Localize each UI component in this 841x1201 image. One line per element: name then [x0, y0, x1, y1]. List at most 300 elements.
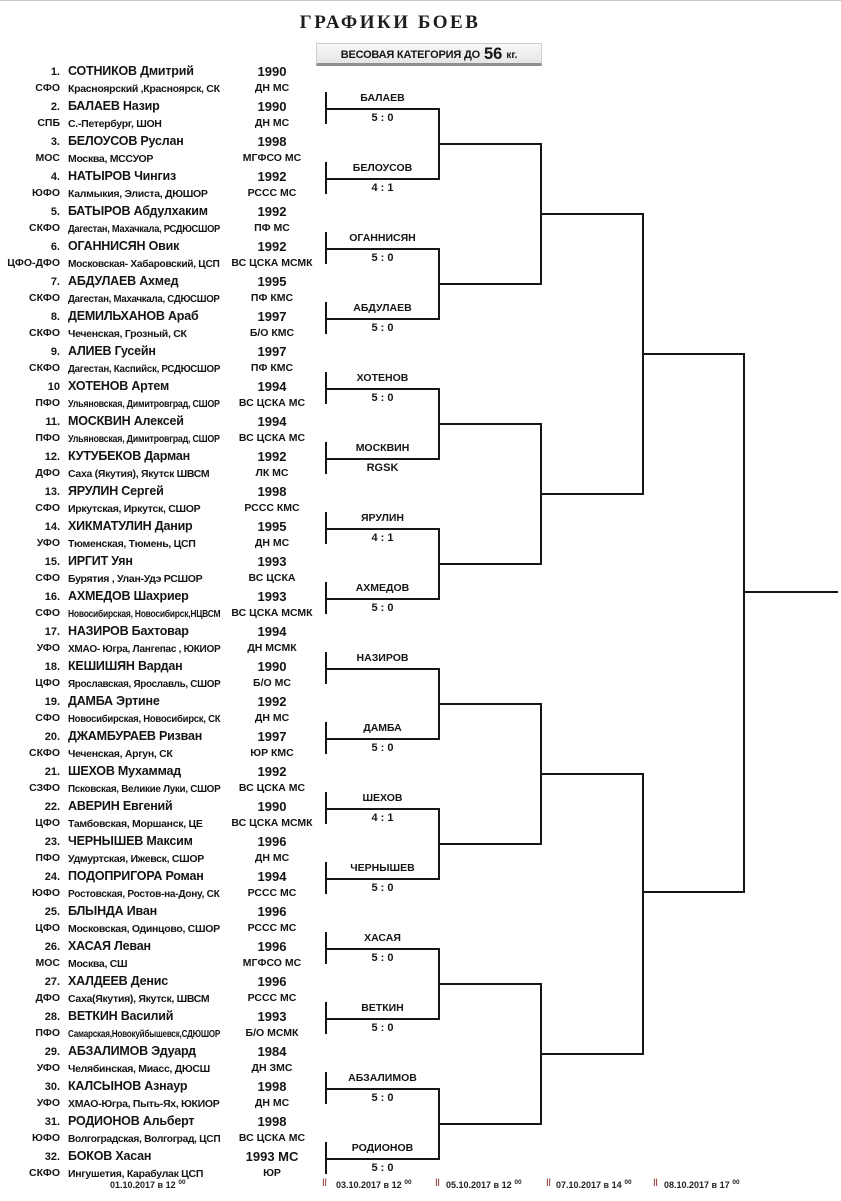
entry-club: Московская- Хабаровский, ЦСП — [68, 258, 220, 270]
entry-number: 15. — [44, 556, 60, 568]
date-separator: ‖ — [322, 1178, 327, 1189]
entry-rank: ВС ЦСКА МСМК — [231, 817, 313, 829]
entry-row — [0, 450, 326, 485]
entry-region: СКФО — [29, 327, 60, 339]
entry-number: 24. — [44, 871, 60, 883]
entry-rank: ВС ЦСКА — [248, 572, 296, 584]
quarterfinal-result-line — [542, 213, 644, 215]
entry-name: АЛИЕВ Гусейн — [68, 344, 156, 358]
entry-rank: Б/О МСМК — [245, 1027, 299, 1039]
round1-score-label: 5 : 0 — [371, 252, 394, 264]
entry-name: БАЛАЕВ Назир — [68, 99, 160, 113]
entry-region: ЦФО — [35, 922, 60, 934]
entry-name: БОКОВ Хасан — [68, 1149, 152, 1163]
entry-row — [0, 660, 326, 695]
entry-row — [0, 590, 326, 625]
entry-year: 1995 — [257, 274, 287, 289]
round1-winner-label: ШЕХОВ — [362, 792, 403, 804]
entry-rank: РССС МС — [247, 992, 297, 1004]
entry-year: 1992 — [257, 694, 287, 709]
entry-region: ЦФО-ДФО — [7, 257, 60, 269]
entry-row — [0, 555, 326, 590]
semifinal-pair-connector — [743, 353, 745, 893]
entry-row — [0, 275, 326, 310]
entry-number: 30. — [44, 1081, 60, 1093]
entry-rank: Б/О КМС — [249, 327, 295, 339]
entry-number: 22. — [44, 801, 60, 813]
round1-score-label: 5 : 0 — [371, 1092, 394, 1104]
entry-number: 25. — [44, 906, 60, 918]
entry-name: ХАЛДЕЕВ Денис — [68, 974, 168, 988]
entry-region: ПФО — [35, 397, 60, 409]
entry-number: 27. — [44, 976, 60, 988]
entry-rank: МГФСО МС — [242, 957, 302, 969]
round1-score-label: 5 : 0 — [371, 742, 394, 754]
entry-row — [0, 625, 326, 660]
fight-date: 05.10.2017 в 12 $^{00}$ — [446, 1179, 522, 1190]
entry-region: СФО — [35, 502, 60, 514]
entry-rank: Б/О МС — [253, 677, 291, 689]
quarterfinal-result-line — [542, 773, 644, 775]
entry-year: 1995 — [257, 519, 287, 534]
entry-region: СФО — [35, 572, 60, 584]
round1-result-line — [326, 598, 440, 600]
entry-club: Дагестан, Каспийск, РСДЮСШОР — [68, 363, 221, 375]
round1-result-line — [326, 178, 440, 180]
round1-winner-label: ОГАННИСЯН — [349, 232, 416, 244]
round1-score-label: 5 : 0 — [371, 1162, 394, 1174]
entry-year: 1990 — [257, 799, 287, 814]
entry-club: Калмыкия, Элиста, ДЮШОР — [68, 188, 208, 200]
entry-club: Саха (Якутия), Якутск ШВСМ — [68, 468, 210, 480]
entry-number: 8. — [50, 311, 60, 323]
entry-region: СКФО — [29, 362, 60, 374]
entry-region: СПБ — [37, 117, 60, 129]
entry-rank: ДН МС — [254, 712, 290, 724]
round1-winner-label: НАЗИРОВ — [356, 652, 409, 664]
entry-row — [0, 1080, 326, 1115]
entry-name: АБДУЛАЕВ Ахмед — [68, 274, 179, 288]
entry-region: СФО — [35, 82, 60, 94]
entry-region: СФО — [35, 712, 60, 724]
entry-row — [0, 730, 326, 765]
semifinal-result-line — [644, 891, 745, 893]
entry-region: УФО — [36, 642, 60, 654]
entry-number: 1. — [50, 66, 60, 78]
entry-rank: РССС МС — [247, 887, 297, 899]
entry-rank: ЮР — [263, 1167, 281, 1179]
entry-rank: МГФСО МС — [242, 152, 302, 164]
entry-club: С.-Петербург, ШОН — [68, 118, 162, 130]
entry-number: 7. — [50, 276, 60, 288]
entry-row — [0, 1045, 326, 1080]
entry-name: АБЗАЛИМОВ Эдуард — [68, 1044, 196, 1058]
entry-number: 14. — [44, 521, 60, 533]
entry-number: 4. — [50, 171, 60, 183]
entry-row — [0, 415, 326, 450]
entry-club: Волгоградская, Волгоград, ЦСП — [68, 1133, 221, 1145]
round1-score-label: 5 : 0 — [371, 112, 394, 124]
entry-row — [0, 380, 326, 415]
final-result-line — [745, 591, 838, 593]
round2-result-line — [440, 563, 542, 565]
weight-category-value: 56 — [483, 45, 503, 63]
entry-name: СОТНИКОВ Дмитрий — [68, 64, 194, 78]
entry-name: КУТУБЕКОВ Дарман — [68, 449, 191, 463]
entry-region: ДФО — [35, 992, 60, 1004]
entry-row — [0, 310, 326, 345]
entry-name: РОДИОНОВ Альберт — [68, 1114, 195, 1128]
entry-number: 17. — [44, 626, 60, 638]
entry-row — [0, 100, 326, 135]
entry-club: Челябинская, Миасс, ДЮСШ — [68, 1063, 210, 1075]
entry-row — [0, 520, 326, 555]
entry-club: Бурятия , Улан-Удэ РСШОР — [68, 573, 203, 585]
entry-rank: ПФ КМС — [250, 362, 294, 374]
round1-result-line — [326, 248, 440, 250]
entry-number: 32. — [44, 1151, 60, 1163]
round1-result-line — [326, 808, 440, 810]
round1-result-line — [326, 668, 440, 670]
weight-category-label: ВЕСОВАЯ КАТЕГОРИЯ ДО — [340, 49, 480, 61]
entry-name: КЕШИШЯН Вардан — [68, 659, 183, 673]
entry-region: СЗФО — [29, 782, 60, 794]
entry-number: 20. — [44, 731, 60, 743]
entry-name: ИРГИТ Уян — [68, 554, 133, 568]
entry-region: СКФО — [29, 1167, 60, 1179]
entry-rank: ВС ЦСКА МСМК — [231, 607, 313, 619]
round1-score-label: 5 : 0 — [371, 322, 394, 334]
round2-result-line — [440, 983, 542, 985]
entry-rank: ДН МС — [254, 852, 290, 864]
entry-year: 1997 — [257, 344, 287, 359]
fight-date-minutes: 00 — [622, 1179, 632, 1186]
entry-club: Самарская,Новокуйбышевск,СДЮШОР — [68, 1028, 221, 1040]
entry-name: ДЖАМБУРАЕВ Ризван — [68, 729, 203, 743]
entry-name: ХИКМАТУЛИН Данир — [68, 519, 193, 533]
entry-club: Чеченская, Грозный, СК — [68, 328, 187, 340]
round2-result-line — [440, 1123, 542, 1125]
entry-number: 10 — [47, 381, 60, 393]
entry-year: 1996 — [257, 904, 287, 919]
entry-region: ДФО — [35, 467, 60, 479]
entry-club: ХМАО-Югра, Пыть-Ях, ЮКИОР — [68, 1098, 220, 1110]
fight-date: 07.10.2017 в 14 $^{00}$ — [556, 1179, 632, 1190]
entry-club: Саха(Якутия), Якутск, ШВСМ — [68, 993, 210, 1005]
entry-year: 1996 — [257, 939, 287, 954]
entry-number: 31. — [44, 1116, 60, 1128]
entry-number: 21. — [44, 766, 60, 778]
round2-result-line — [440, 703, 542, 705]
page-title: ГРАФИКИ БОЕВ — [299, 12, 481, 33]
entry-year: 1997 — [257, 309, 287, 324]
entry-club: Новосибирская, Новосибирск, СК — [68, 713, 221, 725]
entry-region: СКФО — [29, 222, 60, 234]
entry-name: ДЕМИЛЬХАНОВ Араб — [68, 309, 199, 323]
entry-region: ПФО — [35, 432, 60, 444]
round2-result-line — [440, 143, 542, 145]
entry-name: ОГАННИСЯН Овик — [68, 239, 180, 253]
entry-year: 1994 — [257, 379, 287, 394]
round1-winner-label: ВЕТКИН — [361, 1002, 404, 1014]
entry-rank: ВС ЦСКА МС — [238, 397, 306, 409]
entry-year: 1993 — [257, 554, 287, 569]
entry-name: ДАМБА Эртине — [68, 694, 160, 708]
entry-number: 3. — [50, 136, 60, 148]
entry-number: 16. — [44, 591, 60, 603]
round1-winner-label: ДАМБА — [363, 722, 402, 734]
entry-row — [0, 905, 326, 940]
entry-club: Ульяновская, Димитровград, СШОР — [68, 433, 220, 445]
entry-name: КАЛСЫНОВ Азнаур — [68, 1079, 188, 1093]
entry-year: 1998 — [257, 484, 287, 499]
round1-winner-label: РОДИОНОВ — [351, 1142, 414, 1154]
entry-name: НАЗИРОВ Бахтовар — [68, 624, 189, 638]
entry-year: 1993 — [257, 1009, 287, 1024]
entry-rank: ВС ЦСКА МС — [238, 432, 306, 444]
entry-region: СКФО — [29, 292, 60, 304]
fight-date: 08.10.2017 в 17 $^{00}$ — [664, 1179, 740, 1190]
round1-winner-label: БЕЛОУСОВ — [352, 162, 413, 174]
date-separator: ‖ — [546, 1178, 551, 1189]
round1-score-label: RGSK — [366, 462, 399, 474]
entry-year: 1998 — [257, 134, 287, 149]
round1-result-line — [326, 1158, 440, 1160]
round1-result-line — [326, 108, 440, 110]
round1-result-line — [326, 1018, 440, 1020]
round1-score-label: 5 : 0 — [371, 882, 394, 894]
entry-rank: ЮР КМС — [250, 747, 294, 759]
entry-number: 26. — [44, 941, 60, 953]
entry-year: 1994 — [257, 869, 287, 884]
entry-name: ХАСАЯ Леван — [68, 939, 151, 953]
entry-region: ПФО — [35, 1027, 60, 1039]
entry-row — [0, 940, 326, 975]
entry-region: СФО — [35, 607, 60, 619]
entry-rank: ВС ЦСКА МС — [238, 1132, 306, 1144]
entry-name: БЛЫНДА Иван — [68, 904, 157, 918]
round1-result-line — [326, 388, 440, 390]
entry-number: 18. — [44, 661, 60, 673]
entry-row — [0, 485, 326, 520]
entry-club: Иркутская, Иркутск, СШОР — [68, 503, 201, 515]
entry-region: УФО — [36, 537, 60, 549]
entry-year: 1994 — [257, 414, 287, 429]
entry-number: 9. — [50, 346, 60, 358]
entry-region: ЦФО — [35, 677, 60, 689]
entry-name: ПОДОПРИГОРА Роман — [68, 869, 204, 883]
entry-row — [0, 1010, 326, 1045]
entry-club: Тамбовская, Моршанск, ЦЕ — [68, 818, 203, 830]
date-separator: ‖ — [435, 1178, 440, 1189]
entry-rank: ПФ МС — [254, 222, 290, 234]
fight-date-minutes: 00 — [176, 1179, 186, 1186]
entry-club: Москва, МССУОР — [68, 153, 154, 165]
entry-name: АВЕРИН Евгений — [68, 799, 173, 813]
entry-year: 1990 — [257, 99, 287, 114]
entry-year: 1997 — [257, 729, 287, 744]
round1-result-line — [326, 318, 440, 320]
semifinal-result-line — [644, 353, 745, 355]
entry-row — [0, 135, 326, 170]
entry-rank: ВС ЦСКА МС — [238, 782, 306, 794]
entry-number: 13. — [44, 486, 60, 498]
fight-date-minutes: 00 — [512, 1179, 522, 1186]
entry-name: АХМЕДОВ Шахриер — [68, 589, 189, 603]
entry-rank: ЛК МС — [255, 467, 289, 479]
entry-name: ШЕХОВ Мухаммад — [68, 764, 181, 778]
round1-winner-label: АБДУЛАЕВ — [353, 302, 412, 314]
entry-year: 1990 — [257, 64, 287, 79]
entry-year: 1992 — [257, 239, 287, 254]
round1-score-label: 4 : 1 — [371, 182, 394, 194]
round2-result-line — [440, 283, 542, 285]
entry-name: НАТЫРОВ Чингиз — [68, 169, 177, 183]
round1-result-line — [326, 738, 440, 740]
entry-club: Тюменская, Тюмень, ЦСП — [68, 538, 196, 550]
entry-name: ВЕТКИН Василий — [68, 1009, 174, 1023]
entry-year: 1996 — [257, 834, 287, 849]
round1-score-label: 4 : 1 — [371, 812, 394, 824]
entry-rank: РССС МС — [247, 922, 297, 934]
entry-rank: ДН МС — [254, 1097, 290, 1109]
entry-rank: ДН МС — [254, 117, 290, 129]
entry-club: Дагестан, Махачкала, РСДЮСШОР — [68, 223, 221, 235]
entry-rank: ДН МСМК — [247, 642, 297, 654]
quarterfinal-result-line — [542, 1053, 644, 1055]
entry-club: Псковская, Великие Луки, СШОР — [68, 783, 221, 795]
round2-result-line — [440, 843, 542, 845]
entry-club: Ростовская, Ростов-на-Дону, СК — [68, 888, 220, 900]
round1-score-label: 4 : 1 — [371, 532, 394, 544]
round1-result-line — [326, 528, 440, 530]
entry-number: 12. — [44, 451, 60, 463]
round1-winner-label: БАЛАЕВ — [360, 92, 405, 104]
entry-row — [0, 240, 326, 275]
entry-rank: ПФ КМС — [250, 292, 294, 304]
entry-club: Чеченская, Аргун, СК — [68, 748, 173, 760]
round2-result-line — [440, 423, 542, 425]
entry-row — [0, 170, 326, 205]
entry-number: 5. — [50, 206, 60, 218]
entry-rank: РССС КМС — [244, 502, 300, 514]
entry-region: МОС — [35, 152, 60, 164]
entry-name: ЧЕРНЫШЕВ Максим — [68, 834, 193, 848]
round1-score-label: 5 : 0 — [371, 952, 394, 964]
entry-year: 1996 — [257, 974, 287, 989]
weight-category-unit: кг. — [506, 50, 518, 61]
fight-date-minutes: 00 — [402, 1179, 412, 1186]
entry-club: ХМАО- Югра, Лангепас , ЮКИОР — [68, 643, 221, 655]
entry-club: Ульяновская, Димитровград, СШОР — [68, 398, 220, 410]
entry-row — [0, 765, 326, 800]
entry-year: 1993 — [257, 589, 287, 604]
entry-name: БЕЛОУСОВ Руслан — [68, 134, 184, 148]
round1-score-label: 5 : 0 — [371, 392, 394, 404]
entry-club: Ингушетия, Карабулак ЦСП — [68, 1168, 204, 1180]
entry-region: СКФО — [29, 747, 60, 759]
round1-winner-label: МОСКВИН — [355, 442, 410, 454]
entry-name: МОСКВИН Алексей — [68, 414, 184, 428]
entry-number: 29. — [44, 1046, 60, 1058]
quarterfinal-pair-connector — [642, 773, 644, 1055]
entry-region: ЮФО — [32, 887, 60, 899]
entry-region: УФО — [36, 1097, 60, 1109]
entry-row — [0, 1115, 326, 1150]
weight-category-bar — [316, 43, 542, 66]
entry-year: 1992 — [257, 764, 287, 779]
entry-region: МОС — [35, 957, 60, 969]
entry-region: УФО — [36, 1062, 60, 1074]
entry-row — [0, 65, 326, 100]
date-separator: ‖ — [653, 1178, 658, 1189]
round1-winner-label: ХАСАЯ — [364, 932, 401, 944]
entry-name: БАТЫРОВ Абдулхаким — [68, 204, 208, 218]
entry-club: Дагестан, Махачкала, СДЮСШОР — [68, 293, 220, 305]
entry-year: 1998 — [257, 1079, 287, 1094]
round1-winner-label: ЧЕРНЫШЕВ — [350, 862, 415, 874]
entry-name: ХОТЕНОВ Артем — [68, 379, 170, 393]
fight-date: 01.10.2017 в 12 $^{00}$ — [110, 1179, 186, 1190]
entry-club: Новосибирская, Новосибирск,НЦВСМ — [68, 608, 221, 620]
entry-row — [0, 205, 326, 240]
round1-result-line — [326, 1088, 440, 1090]
entry-row — [0, 345, 326, 380]
entry-region: ЮФО — [32, 1132, 60, 1144]
entry-club: Москва, СШ — [68, 958, 128, 970]
entry-number: 23. — [44, 836, 60, 848]
entry-region: ЮФО — [32, 187, 60, 199]
entry-year: 1992 — [257, 449, 287, 464]
entry-row — [0, 870, 326, 905]
entry-row — [0, 695, 326, 730]
round1-winner-label: АХМЕДОВ — [355, 582, 410, 594]
entry-club: Красноярский ,Красноярск, СК — [68, 83, 220, 95]
entry-number: 6. — [50, 241, 60, 253]
quarterfinal-result-line — [542, 493, 644, 495]
entry-year: 1993 МС — [245, 1149, 299, 1164]
entry-rank: РССС МС — [247, 187, 297, 199]
round1-winner-label: ЯРУЛИН — [360, 512, 405, 524]
entry-row — [0, 835, 326, 870]
entry-row — [0, 975, 326, 1010]
round1-score-label: 5 : 0 — [371, 1022, 394, 1034]
entry-rank: ДН ЗМС — [251, 1062, 293, 1074]
entry-club: Удмуртская, Ижевск, СШОР — [68, 853, 204, 865]
entry-region: ПФО — [35, 852, 60, 864]
entry-club: Ярославская, Ярославль, СШОР — [68, 678, 221, 690]
entry-number: 19. — [44, 696, 60, 708]
fight-date: 03.10.2017 в 12 $^{00}$ — [336, 1179, 412, 1190]
entry-row — [0, 800, 326, 835]
entry-rank: ДН МС — [254, 82, 290, 94]
entry-rank: ВС ЦСКА МСМК — [231, 257, 313, 269]
round1-result-line — [326, 458, 440, 460]
round1-score-label: 5 : 0 — [371, 602, 394, 614]
round1-winner-label: ХОТЕНОВ — [356, 372, 409, 384]
entry-club: Московская, Одинцово, СШОР — [68, 923, 220, 935]
entry-number: 28. — [44, 1011, 60, 1023]
entry-year: 1990 — [257, 659, 287, 674]
entry-year: 1992 — [257, 204, 287, 219]
entry-year: 1998 — [257, 1114, 287, 1129]
fight-date-minutes: 00 — [730, 1179, 740, 1186]
entry-year: 1992 — [257, 169, 287, 184]
entry-region: ЦФО — [35, 817, 60, 829]
round1-result-line — [326, 878, 440, 880]
entry-year: 1984 — [257, 1044, 287, 1059]
entry-name: ЯРУЛИН Сергей — [68, 484, 164, 498]
